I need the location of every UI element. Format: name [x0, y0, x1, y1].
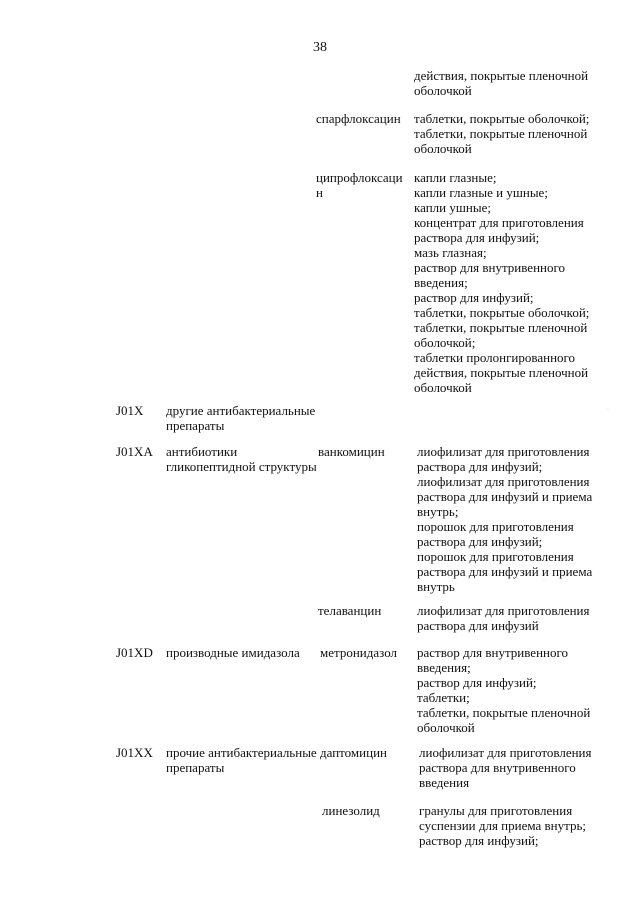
dosage-forms: действия, покрытые пленочной оболочкой: [414, 68, 589, 98]
page-number: 38: [313, 40, 327, 55]
drug-name: телаванцин: [318, 603, 382, 618]
dosage-forms: лиофилизат для приготовления раствора для внутривенного введения: [419, 745, 592, 790]
drug-name: спарфлоксацин: [316, 111, 401, 126]
atc-code: J01X: [116, 403, 144, 418]
dosage-forms: лиофилизат для приготовления раствора для инфузий: [417, 603, 590, 633]
scan-dot: ·: [607, 407, 609, 413]
drug-name: линезолид: [322, 803, 380, 818]
group-name: другие антибактериальные препараты: [166, 403, 316, 433]
group-name: прочие антибактериальные препараты: [166, 745, 317, 775]
group-name: производные имидазола: [166, 645, 300, 660]
dosage-forms: лиофилизат для приготовления раствора для инфузий; лиофилизат для приготовления раствора для инфузий и приема внутрь; порошок для приготовления раствора для инфузий; порошок для приготовления раствора для инфузий и приема внутрь: [417, 444, 593, 594]
dosage-forms: раствор для внутривенного введения; раствор для инфузий; таблетки; таблетки, покрытые пленочной оболочкой: [417, 645, 591, 735]
atc-code: J01XA: [116, 444, 153, 459]
drug-name: ванкомицин: [318, 444, 385, 459]
scan-dot: ·: [543, 578, 545, 584]
drug-name: метронидазол: [320, 645, 398, 660]
dosage-forms: гранулы для приготовления суспензии для приема внутрь; раствор для инфузий;: [419, 803, 587, 848]
atc-code: J01XX: [116, 745, 153, 760]
atc-code: J01XD: [116, 645, 153, 660]
drug-name: ципрофлоксаци н: [316, 170, 403, 200]
drug-name: даптомицин: [320, 745, 387, 760]
group-name: антибиотики гликопептидной структуры: [166, 444, 317, 474]
dosage-forms: капли глазные; капли глазные и ушные; капли ушные; концентрат для приготовления раствора для инфузий; мазь глазная; раствор для внутривенного введения; раствор для инфузий; таблетки, покрытые оболочкой; таблетки, покрытые пленочной оболочкой; таблетки пролонгированного действия, покрытые пленочной оболочкой: [414, 170, 590, 395]
dosage-forms: таблетки, покрытые оболочкой; таблетки, покрытые пленочной оболочкой: [414, 111, 590, 156]
